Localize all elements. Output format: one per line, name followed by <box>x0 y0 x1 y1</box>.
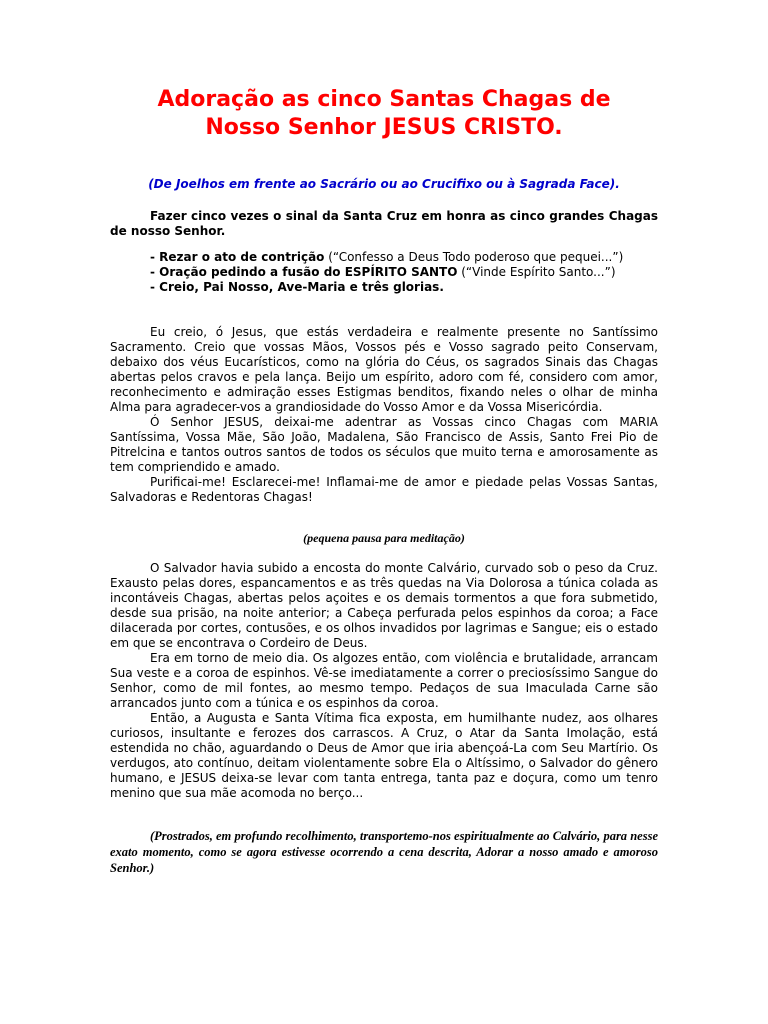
pause-note: (pequena pausa para meditação) <box>303 531 465 545</box>
meditation-paragraph: Era em torno de meio dia. Os algozes então, com violência e brutalidade, arrancam Sua veste e a coroa de espinhos. Vê-se imediatamente a correr o preciosíssimo Sangue do Senhor, como de mil fontes, ao mesmo tempo. Pedaços de sua Imaculada Carne são arrancados junto com a túnica e os espinhos da coroa. <box>110 651 658 710</box>
prayer-section <box>110 325 658 505</box>
prayer-paragraph: Ó Senhor JESUS, deixai-me adentrar as Vossas cinco Chagas com MARIA Santíssima, Vossa Mãe, São João, Madalena, São Francisco de Assis, Santo Frei Pio de Pitrelcina e tantos outros santos de todos os séculos que muito terna e amorosamente as tem compriendido e amado. <box>110 415 658 474</box>
list-item-bold: - Rezar o ato de contrição <box>150 250 325 264</box>
meditation-paragraph: O Salvador havia subido a encosta do monte Calvário, curvado sob o peso da Cruz. Exausto pelas dores, espancamentos e as três quedas na Via Dolorosa a túnica colada as incontáveis Chagas, abertas pelos açoites e os demais tormentos a que fora submetido, desde sua prisão, na noite anterior; a Cabeça perfurada pelos espinhos da coroa; a Face dilacerada por cortes, contusões, e os olhos invadidos por lagrimas e Sangue; eis o estado em que se encontrava o Cordeiro de Deus. <box>110 561 658 650</box>
list-item-note: (“Vinde Espírito Santo...”) <box>457 265 616 279</box>
page-title-line-1: Adoração as cinco Santas Chagas de <box>157 87 611 112</box>
prayer-paragraph: Purificai-me! Esclarecei-me! Inflamai-me de amor e piedade pelas Vossas Santas, Salvadoras e Redentoras Chagas! <box>110 475 658 504</box>
list-item <box>110 265 658 280</box>
list-item-bold: - Creio, Pai Nosso, Ave-Maria e três glorias. <box>150 280 444 294</box>
list-item <box>110 280 658 295</box>
instruction-subtitle: (De Joelhos em frente ao Sacrário ou ao Crucifixo ou à Sagrada Face). <box>148 177 620 191</box>
closing-instruction: (Prostrados, em profundo recolhimento, transportemo-nos espiritualmente ao Calvário, para nesse exato momento, como se agora estivesse ocorrendo a cena descrita, Adorar a nosso amado e amoroso Senhor.) <box>110 829 658 875</box>
intro-text: Fazer cinco vezes o sinal da Santa Cruz em honra as cinco grandes Chagas de nosso Senhor. <box>110 209 658 238</box>
prayer-list <box>110 250 658 295</box>
list-item-note: (“Confesso a Deus Todo poderoso que pequei...”) <box>324 250 624 264</box>
meditation-section <box>110 561 658 801</box>
list-item <box>110 250 658 265</box>
list-item-bold: - Oração pedindo a fusão do ESPÍRITO SANTO <box>150 265 458 279</box>
page-title-line-2: Nosso Senhor JESUS CRISTO. <box>205 115 563 140</box>
page-title <box>100 86 668 142</box>
intro-paragraph <box>110 209 658 239</box>
prayer-paragraph: Eu creio, ó Jesus, que estás verdadeira e realmente presente no Santíssimo Sacramento. Creio que vossas Mãos, Vossos pés e Vosso sagrado peito Conservam, debaixo dos véus Eucarísticos, como na glória do Céus, os sagrados Sinais das Chagas abertas pelos cravos e pela lança. Beijo um espírito, adoro com fé, considero com amor, reconhecimento e admiração esses Estigmas benditos, fixando neles o olhar de minha Alma para agradecer-vos a grandiosidade do Vosso Amor e da Vossa Misericórdia. <box>110 325 658 414</box>
meditation-paragraph: Então, a Augusta e Santa Vítima fica exposta, em humilhante nudez, aos olhares curiosos, insultante e ferozes dos carrascos. A Cruz, o Atar da Santa Imolação, está estendida no chão, aguardando o Deus de Amor que iria abençoá-La com Seu Martírio. Os verdugos, ato contínuo, deitam violentamente sobre Ela o Altíssimo, o Salvador do gênero humano, e JESUS deixa-se levar com tanta entrega, tanta paz e doçura, como um tenro menino que sua mãe acomoda no berço... <box>110 711 658 800</box>
